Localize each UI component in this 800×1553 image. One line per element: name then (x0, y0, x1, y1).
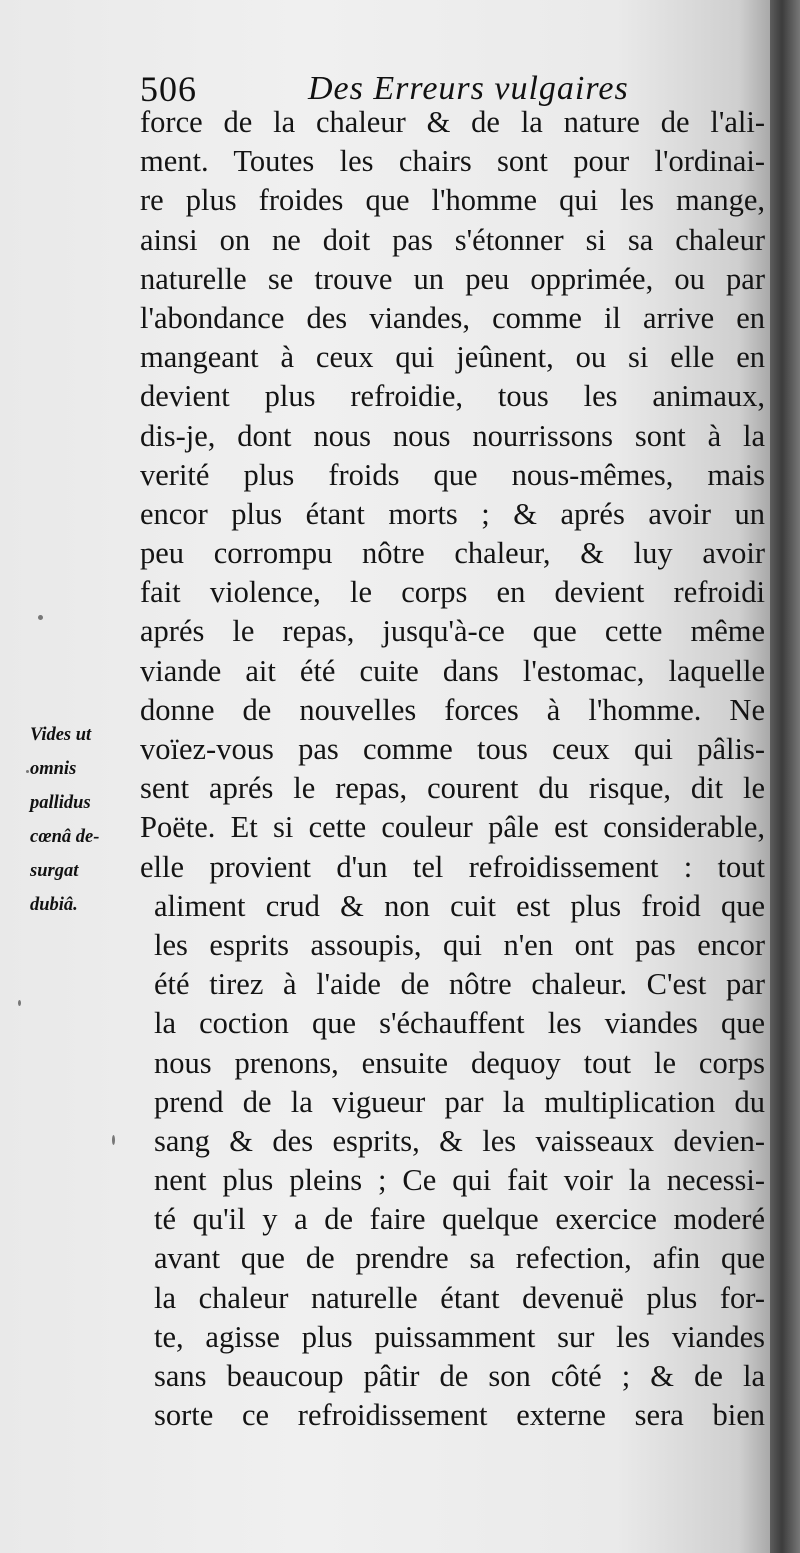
text-line: viande ait été cuite dans l'estomac, laquelle (140, 653, 765, 688)
text-line: aliment crud & non cuit est plus froid que (154, 888, 765, 923)
text-line: sent aprés le repas, courent du risque, dit le (140, 771, 765, 806)
margin-note-line: dubiâ. (30, 895, 78, 915)
running-title: Des Erreurs vulgaires (308, 70, 629, 107)
text-line: verité plus froids que nous-mêmes, mais (140, 457, 765, 492)
margin-note-line: omnis (30, 759, 77, 779)
paper-speck (26, 770, 29, 773)
text-line: re plus froides que l'homme qui les mange, (140, 183, 765, 218)
paper-speck (112, 1135, 115, 1145)
text-line: te, agisse plus puissamment sur les viandes (154, 1319, 765, 1354)
paper-speck (38, 615, 43, 620)
paper-speck (18, 1000, 21, 1006)
text-line: la chaleur naturelle étant devenuë plus for- (154, 1280, 765, 1315)
text-line: été tirez à l'aide de nôtre chaleur. C'est par (154, 967, 765, 1002)
margin-note-line: surgat (30, 861, 79, 881)
page-number: 506 (140, 69, 197, 109)
text-line: peu corrompu nôtre chaleur, & luy avoir (140, 536, 765, 571)
body-text (140, 103, 765, 1435)
text-line: mangeant à ceux qui jeûnent, ou si elle en (140, 340, 765, 375)
text-line: sorte ce refroidissement externe sera bien (154, 1398, 765, 1433)
text-line: voïez-vous pas comme tous ceux qui pâlis- (140, 732, 765, 766)
text-line: force de la chaleur & de la nature de l'ali- (140, 105, 765, 139)
page-gutter-edge (770, 0, 800, 1553)
text-line: té qu'il y a de faire quelque exercice moderé (154, 1202, 765, 1237)
text-line: les esprits assoupis, qui n'en ont pas encor (154, 927, 765, 962)
margin-note-line: cœnâ de- (30, 827, 100, 847)
text-line: dis-je, dont nous nous nourrissons sont à la (140, 418, 765, 453)
text-line: donne de nouvelles forces à l'homme. Ne (140, 692, 765, 727)
text-line: devient plus refroidie, tous les animaux, (140, 379, 765, 414)
text-line: nous prenons, ensuite dequoy tout le corps (154, 1045, 765, 1080)
text-line: ment. Toutes les chairs sont pour l'ordinai- (140, 144, 765, 179)
text-line: Poëte. Et si cette couleur pâle est considerable, (140, 810, 765, 845)
text-line: avant que de prendre sa refection, afin que (154, 1241, 765, 1276)
text-line: fait violence, le corps en devient refroidi (140, 575, 765, 610)
text-line: l'abondance des viandes, comme il arrive en (140, 300, 765, 335)
text-line: la coction que s'échauffent les viandes que (154, 1006, 765, 1041)
text-line: ainsi on ne doit pas s'étonner si sa chaleur (140, 222, 765, 257)
margin-note (30, 718, 135, 922)
text-line: prend de la vigueur par la multiplication du (154, 1084, 765, 1119)
text-line: nent plus pleins ; Ce qui fait voir la necessi- (154, 1163, 765, 1198)
text-line: sans beaucoup pâtir de son côté ; & de la (154, 1359, 765, 1393)
text-line: naturelle se trouve un peu opprimée, ou par (140, 261, 765, 296)
text-line: encor plus étant morts ; & aprés avoir un (140, 496, 765, 531)
text-line: aprés le repas, jusqu'à-ce que cette même (140, 614, 765, 649)
margin-note-line: pallidus (30, 793, 91, 813)
margin-note-line: Vides ut (30, 725, 92, 745)
text-line: elle provient d'un tel refroidissement : tout (140, 849, 765, 884)
text-line: sang & des esprits, & les vaisseaux devien- (154, 1123, 765, 1158)
